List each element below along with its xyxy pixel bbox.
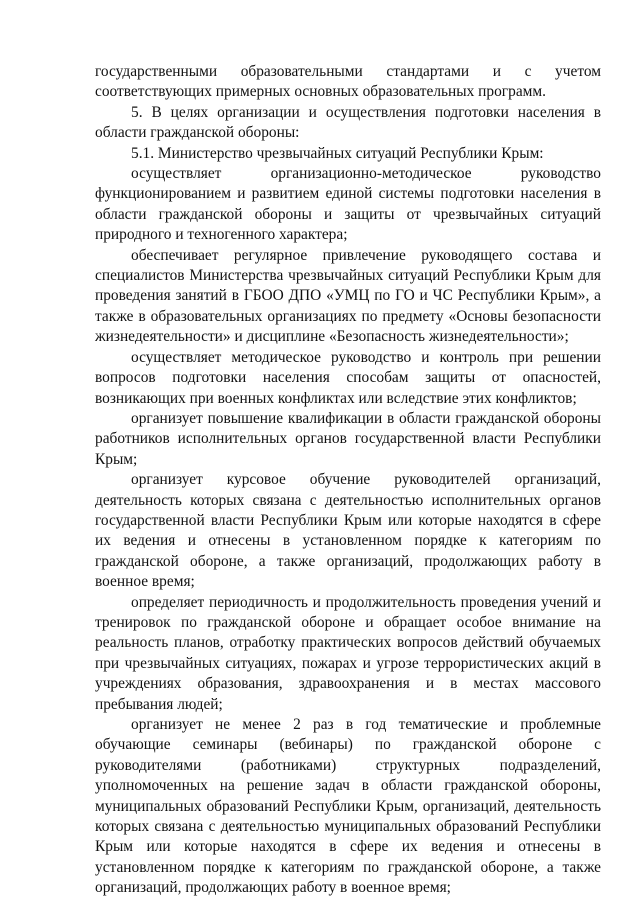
paragraph-control: осуществляет методическое руководство и контроль при решении вопросов подготовки населения способам защиты от опасностей, возникающих при военных конфликтах или вследствие этих конфликтов; [95,348,601,407]
paragraph-regular-involvement: обеспечивает регулярное привлечение руководящего состава и специалистов Министерства чрезвычайных ситуаций Республики Крым для проведения занятий в ГБОО ДПО «УМЦ по ГО и ЧС Республики Крым», а также в образовательных организациях по предмету «Основы безопасности жизнедеятельности» и дисциплине «Безопасность жизнедеятельности»; [95,246,601,346]
paragraph-seminars: организует не менее 2 раз в год тематические и проблемные обучающие семинары (вебинары) по гражданской обороне с руководителями (работниками) структурных подразделений, уполномоченных на решение задач в области гражданской обороны, муниципальных образований Республики Крым, организаций, деятельность которых связана с деятельностью муниципальных образований Республики Крым или которые находятся в сфере их ведения и отнесены в установленном порядке к категориям по гражданской обороне, а также организаций, продолжающих работу в военное время; [95,716,601,897]
paragraph-exercises: определяет периодичность и продолжительность проведения учений и тренировок по гражданской обороне и обращает особое внимание на реальность планов, отработку практических вопросов действий обучаемых при чрезвычайных ситуациях, пожарах и угрозе террористических акций в учреждениях образования, здравоохранения и в местах массового пребывания людей; [95,593,601,713]
paragraph-course-training: организует курсовое обучение руководителей организаций, деятельность которых связана с деятельностью исполнительных органов государственной власти Республики Крым или которые находятся в сфере их ведения и отнесены в установленном порядке к категориям по гражданской обороне, а также организаций, продолжающих работу в военное время; [95,471,601,591]
paragraph-qualification: организует повышение квалификации в области гражданской обороны работников исполнительных органов государственной власти Республики Крым; [95,409,601,468]
paragraph-item-5-1: 5.1. Министерство чрезвычайных ситуаций Республики Крым: [131,144,544,162]
paragraph-continuation: государственными образовательными стандартами и с учетом соответствующих примерных основных образовательных программ. [95,63,601,101]
paragraph-item-5: 5. В целях организации и осуществления подготовки населения в области гражданской обороны: [95,103,601,142]
document-body [95,62,601,899]
paragraph-methodical-guidance: осуществляет организационно-методическое руководство функционированием и развитием единой системы подготовки населения в области гражданской обороны и защиты от чрезвычайных ситуаций природного и техногенного характера; [95,165,601,244]
